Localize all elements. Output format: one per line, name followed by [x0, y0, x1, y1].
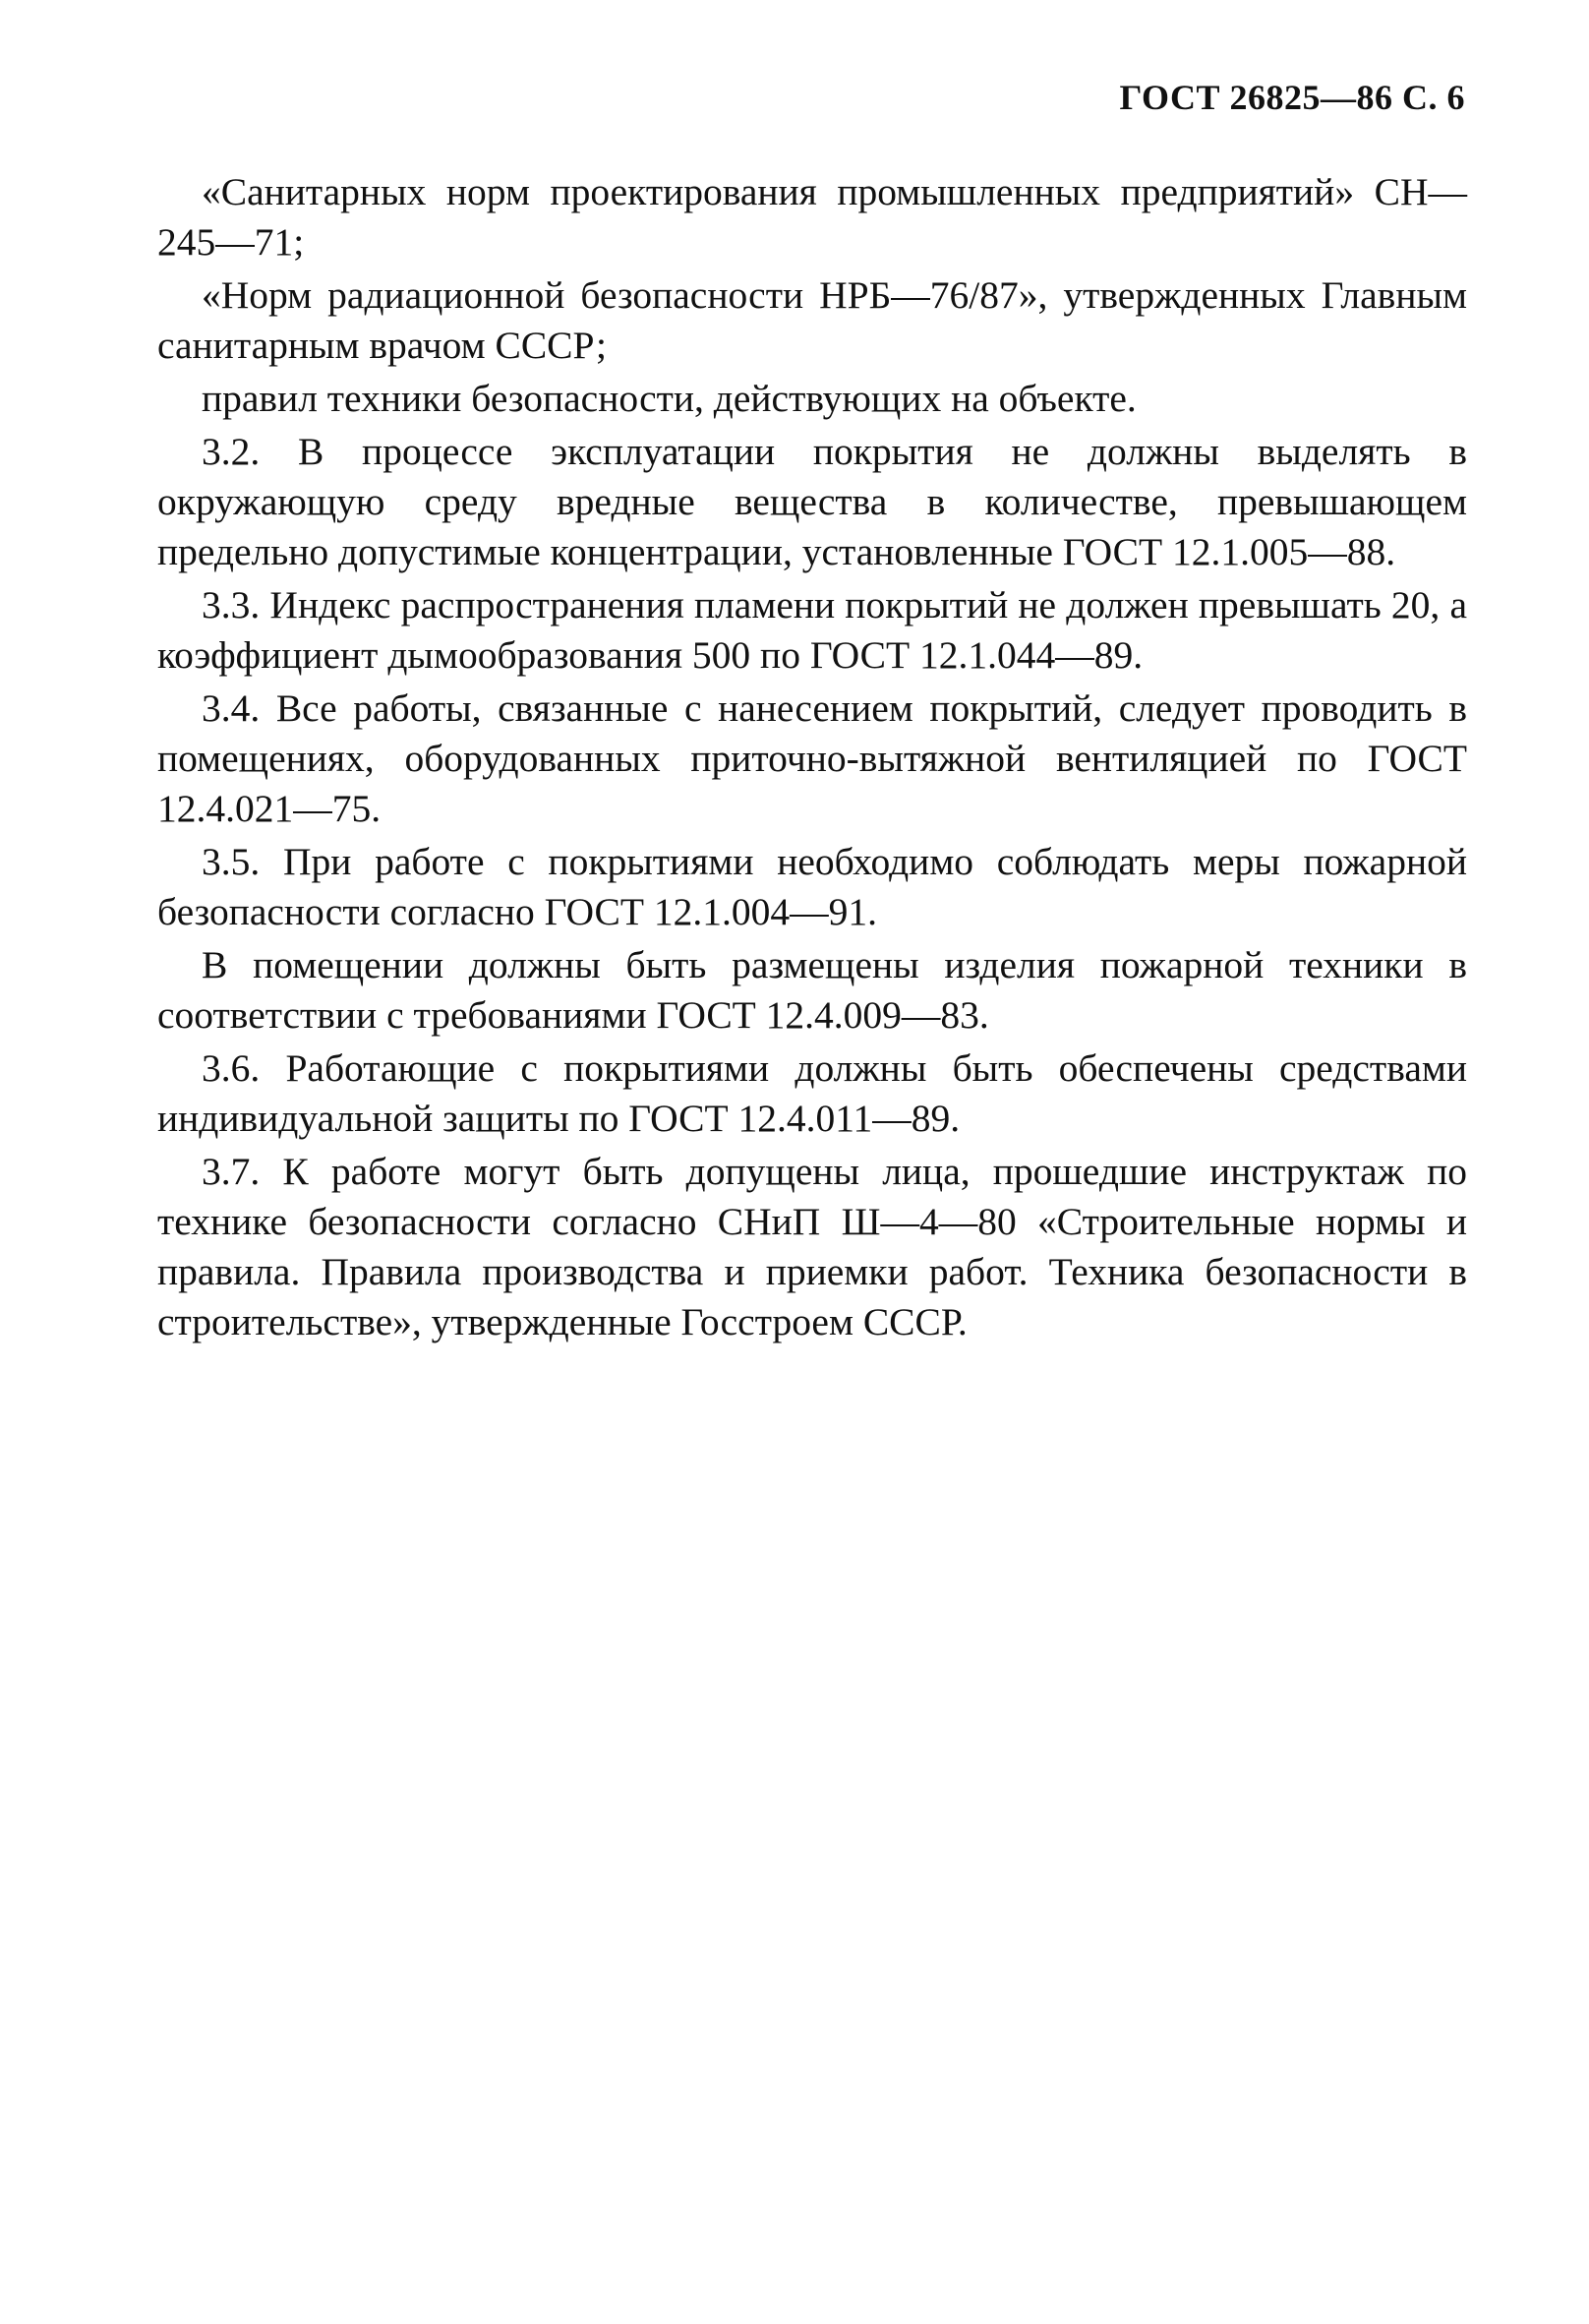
document-body: [157, 167, 1467, 1350]
page-header: ГОСТ 26825—86 С. 6: [1119, 78, 1465, 117]
paragraph-fire-equipment: В помещении должны быть размещены изделия пожарной техники в соответствии с требованиями ГОСТ 12.4.009—83.: [157, 943, 1467, 1037]
paragraph-safety-rules: правил техники безопасности, действующих на объекте.: [202, 377, 1137, 420]
paragraph-3-3: 3.3. Индекс распространения пламени покрытий не должен превышать 20, а коэффициент дымообразования 500 по ГОСТ 12.1.044—89.: [157, 583, 1467, 677]
paragraph-3-7: 3.7. К работе могут быть допущены лица, прошедшие инструктаж по технике безопасности согласно СНиП Ш—4—80 «Строительные нормы и правила. Правила производства и приемки работ. Техника безопасности в строительстве», утвержденные Госстроем СССР.: [157, 1150, 1467, 1343]
paragraph-3-2: 3.2. В процессе эксплуатации покрытия не должны выделять в окружающую среду вредные вещества в количестве, превышающем предельно допустимые концентрации, установленные ГОСТ 12.1.005—88.: [157, 430, 1467, 573]
paragraph-3-6: 3.6. Работающие с покрытиями должны быть обеспечены средствами индивидуальной защиты по ГОСТ 12.4.011—89.: [157, 1046, 1467, 1140]
paragraph-sanitary-norms: «Санитарных норм проектирования промышленных предприятий» СН—245—71;: [157, 170, 1467, 264]
paragraph-radiation-norms: «Норм радиационной безопасности НРБ—76/87», утвержденных Главным санитарным врачом СССР;: [157, 273, 1467, 367]
paragraph-3-5: 3.5. При работе с покрытиями необходимо соблюдать меры пожарной безопасности согласно ГОСТ 12.1.004—91.: [157, 840, 1467, 933]
paragraph-3-4: 3.4. Все работы, связанные с нанесением покрытий, следует проводить в помещениях, оборудованных приточно-вытяжной вентиляцией по ГОСТ 12.4.021—75.: [157, 686, 1467, 830]
